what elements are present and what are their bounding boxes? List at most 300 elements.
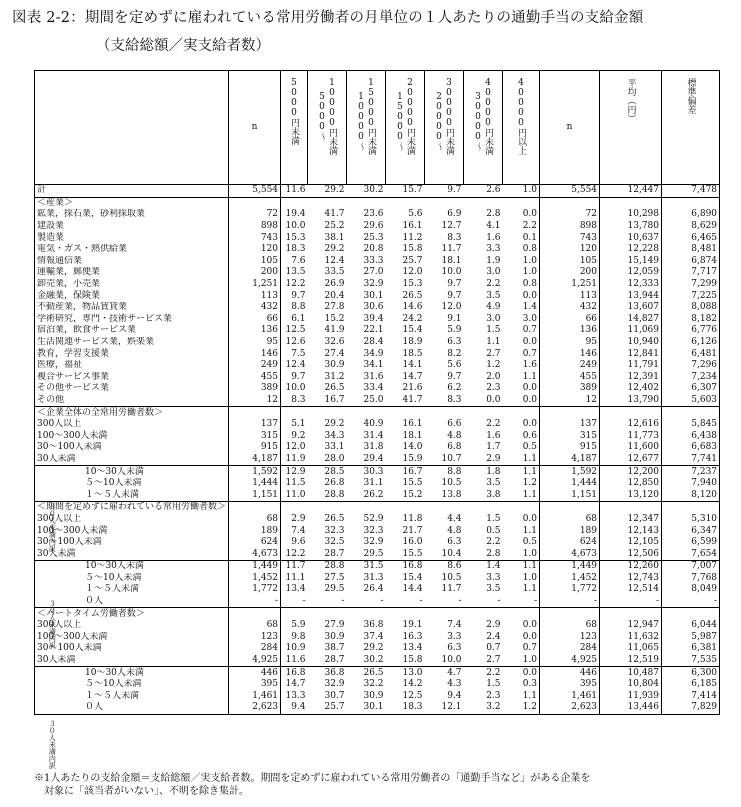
cell-pct: 26.9 bbox=[324, 279, 345, 290]
cell-pct: 3.0 bbox=[503, 314, 540, 326]
cell-avg: 10,637 bbox=[600, 232, 662, 244]
cell-pct bbox=[281, 502, 308, 514]
table-row bbox=[35, 360, 720, 372]
row-label: 10〜30人未満 bbox=[35, 667, 229, 679]
cell-n: 68 bbox=[229, 620, 281, 632]
row-label: 300人以上 bbox=[35, 620, 229, 632]
cell-pct: 0.0 bbox=[503, 632, 540, 644]
cell-avg: 12,947 bbox=[600, 620, 662, 632]
cell-pct: 2.3 bbox=[486, 383, 501, 394]
cell-avg: 13,944 bbox=[600, 290, 662, 302]
cell-pct: 2.4 bbox=[486, 631, 501, 642]
cell-pct: 33.4 bbox=[363, 383, 384, 394]
cell-pct: 1.1 bbox=[503, 454, 540, 466]
cell-pct: 15.7 bbox=[386, 185, 425, 198]
row-label: ５〜10人未満 bbox=[35, 679, 229, 691]
cell-pct: 1.1 bbox=[503, 466, 540, 478]
cell-pct: 7.4 bbox=[447, 620, 462, 631]
cell-pct: 29.4 bbox=[363, 453, 384, 464]
footnote bbox=[34, 772, 590, 798]
section-header-row bbox=[35, 407, 720, 419]
row-label: 100〜300人未満 bbox=[35, 430, 229, 442]
cell-pct: 4.4 bbox=[447, 513, 462, 524]
cell-pct: 1.0 bbox=[503, 548, 540, 560]
cell-pct: 0.0 bbox=[503, 209, 540, 221]
row-label: 金融業，保険業 bbox=[35, 290, 229, 302]
cell-pct: 1.5 bbox=[486, 679, 501, 690]
cell-n2: 898 bbox=[540, 221, 600, 233]
cell-pct: 32.9 bbox=[324, 679, 345, 690]
cell-n2: 1,449 bbox=[540, 561, 600, 573]
cell-pct: 0.7 bbox=[503, 325, 540, 337]
row-label: 300人以上 bbox=[35, 419, 229, 431]
cell-pct: 12.5 bbox=[402, 690, 423, 701]
cell-avg bbox=[600, 407, 662, 419]
cell-sd: 8,481 bbox=[662, 244, 720, 256]
cell-pct: 30.7 bbox=[324, 690, 345, 701]
cell-avg: 12,506 bbox=[600, 548, 662, 560]
cell-pct: 24.2 bbox=[402, 313, 423, 324]
cell-avg: 12,677 bbox=[600, 454, 662, 466]
row-label: ＜パートタイム労働者数＞ bbox=[35, 608, 229, 620]
cell-pct: 1.5 bbox=[486, 325, 501, 336]
cell-pct: 4.1 bbox=[486, 221, 501, 232]
cell-pct: 26.5 bbox=[347, 667, 386, 679]
cell-pct: 40.9 bbox=[363, 419, 384, 430]
cell-pct: 30.1 bbox=[363, 290, 384, 301]
cell-sd: 6,776 bbox=[662, 325, 720, 337]
cell-pct: 1.5 bbox=[486, 513, 501, 524]
cell-pct: 33.5 bbox=[324, 267, 345, 278]
table-row bbox=[35, 185, 720, 198]
cell-pct: 5.6 bbox=[447, 360, 462, 371]
cell-pct bbox=[425, 197, 464, 209]
cell-n: 120 bbox=[229, 244, 281, 256]
cell-pct: 30.2 bbox=[347, 185, 386, 198]
cell-pct: 27.8 bbox=[324, 302, 345, 313]
cell-n: 1,772 bbox=[229, 584, 281, 596]
cell-n2: 915 bbox=[540, 442, 600, 454]
table-row bbox=[35, 643, 720, 655]
table-row bbox=[35, 337, 720, 349]
cell-pct: 14.6 bbox=[402, 302, 423, 313]
table-row bbox=[35, 561, 720, 573]
cell-pct: 11.9 bbox=[285, 453, 306, 464]
cell-avg: 14,827 bbox=[600, 314, 662, 326]
cell-n2: 105 bbox=[540, 256, 600, 268]
cell-pct: 3.0 bbox=[486, 313, 501, 324]
cell-pct: 6.2 bbox=[447, 383, 462, 394]
cell-pct: 6.3 bbox=[447, 337, 462, 348]
cell-n: 105 bbox=[229, 256, 281, 268]
cell-pct: 12.9 bbox=[281, 466, 308, 478]
cell-pct: - bbox=[503, 596, 540, 608]
table-row bbox=[35, 454, 720, 466]
cell-sd: 6,438 bbox=[662, 430, 720, 442]
cell-pct: 32.5 bbox=[324, 537, 345, 548]
cell-pct bbox=[347, 502, 386, 514]
cell-pct: 7.4 bbox=[291, 525, 306, 536]
cell-pct: 26.2 bbox=[363, 489, 384, 500]
cell-n: 1,151 bbox=[229, 489, 281, 501]
cell-pct: 8.6 bbox=[425, 561, 464, 573]
cell-pct bbox=[308, 502, 347, 514]
table-row bbox=[35, 279, 720, 291]
cell-avg: 12,402 bbox=[600, 383, 662, 395]
cell-avg: 12,743 bbox=[600, 573, 662, 585]
cell-pct: 27.0 bbox=[363, 267, 384, 278]
cell-avg: 13,790 bbox=[600, 395, 662, 407]
cell-pct: 9.7 bbox=[291, 371, 306, 382]
cell-pct: 28.7 bbox=[324, 655, 345, 666]
cell-pct: 27.4 bbox=[324, 348, 345, 359]
cell-pct: 0.6 bbox=[503, 430, 540, 442]
cell-n2 bbox=[540, 197, 600, 209]
cell-pct: 9.7 bbox=[447, 279, 462, 290]
cell-n2: 1,444 bbox=[540, 478, 600, 490]
cell-pct: 30.9 bbox=[363, 690, 384, 701]
cell-pct: 0.0 bbox=[503, 337, 540, 349]
row-label: 30〜100人未満 bbox=[35, 643, 229, 655]
cell-pct: 8.3 bbox=[447, 394, 462, 405]
cell-sd: 6,300 bbox=[662, 667, 720, 679]
cell-pct: 25.7 bbox=[308, 702, 347, 714]
cell-pct: 7.5 bbox=[291, 348, 306, 359]
cell-pct: 9.1 bbox=[447, 313, 462, 324]
row-label: 10〜30人未満 bbox=[35, 561, 229, 573]
cell-sd bbox=[662, 197, 720, 209]
row-label: 100〜300人未満 bbox=[35, 632, 229, 644]
cell-pct: 28.8 bbox=[324, 489, 345, 500]
cell-pct: 28.7 bbox=[324, 548, 345, 559]
cell-n2: 123 bbox=[540, 632, 600, 644]
cell-pct bbox=[386, 407, 425, 419]
cell-pct: 0.0 bbox=[503, 290, 540, 302]
cell-n: 2,623 bbox=[229, 702, 281, 714]
cell-pct: 14.7 bbox=[402, 371, 423, 382]
table-row bbox=[35, 584, 720, 596]
cell-pct: 30.6 bbox=[363, 302, 384, 313]
cell-pct: 1.8 bbox=[464, 466, 503, 478]
cell-pct: 8.3 bbox=[291, 394, 306, 405]
cell-pct: 15.3 bbox=[402, 279, 423, 290]
cell-pct bbox=[425, 407, 464, 419]
cell-n: 898 bbox=[229, 221, 281, 233]
cell-pct: 0.5 bbox=[503, 442, 540, 454]
cell-pct: 16.7 bbox=[386, 466, 425, 478]
cell-n: 4,187 bbox=[229, 454, 281, 466]
row-label: 情報通信業 bbox=[35, 256, 229, 268]
cell-pct: 0.8 bbox=[503, 279, 540, 291]
cell-pct: 31.8 bbox=[363, 442, 384, 453]
cell-pct: 0.0 bbox=[503, 395, 540, 407]
cell-pct: 29.2 bbox=[363, 643, 384, 654]
cell-n: 432 bbox=[229, 302, 281, 314]
cell-n2 bbox=[540, 407, 600, 419]
row-label: 生活関連サービス業，娯楽業 bbox=[35, 337, 229, 349]
table-row bbox=[35, 372, 720, 384]
cell-n2: 12 bbox=[540, 395, 600, 407]
table-row bbox=[35, 244, 720, 256]
cell-sd: 8,182 bbox=[662, 314, 720, 326]
cell-pct: 41.7 bbox=[324, 209, 345, 220]
cell-pct bbox=[464, 502, 503, 514]
cell-pct: 3.3 bbox=[486, 572, 501, 583]
row-label: ０人 bbox=[35, 596, 229, 608]
cell-n2: 4,187 bbox=[540, 454, 600, 466]
cell-pct: 1.4 bbox=[503, 302, 540, 314]
table-row bbox=[35, 489, 720, 501]
cell-pct: 2.2 bbox=[486, 537, 501, 548]
cell-avg: 12,333 bbox=[600, 279, 662, 291]
table-row bbox=[35, 667, 720, 679]
cell-n2: 284 bbox=[540, 643, 600, 655]
cell-pct bbox=[281, 608, 308, 620]
cell-sd: 6,683 bbox=[662, 442, 720, 454]
cell-avg: 12,143 bbox=[600, 525, 662, 537]
cell-pct: 32.6 bbox=[324, 337, 345, 348]
cell-pct: 12.4 bbox=[324, 255, 345, 266]
cell-pct: 3.2 bbox=[464, 702, 503, 714]
cell-pct: 16.8 bbox=[281, 667, 308, 679]
side-label-inner30a: ３０人未満内訳 bbox=[48, 503, 57, 552]
cell-pct: 5.1 bbox=[291, 419, 306, 430]
table-row bbox=[35, 596, 720, 608]
cell-pct: 1.1 bbox=[486, 337, 501, 348]
cell-avg: 11,791 bbox=[600, 360, 662, 372]
cell-pct: 6.3 bbox=[447, 537, 462, 548]
cell-pct: 13.8 bbox=[441, 489, 462, 500]
cell-pct: 6.9 bbox=[447, 209, 462, 220]
table-row bbox=[35, 395, 720, 407]
cell-n2: 113 bbox=[540, 290, 600, 302]
header-c2: 10000円未満 5000〜 bbox=[308, 71, 347, 185]
cell-sd: 7,237 bbox=[662, 466, 720, 478]
row-label: 計 bbox=[35, 185, 229, 198]
cell-sd bbox=[662, 407, 720, 419]
cell-pct: 0.0 bbox=[503, 419, 540, 431]
cell-pct: 4.8 bbox=[447, 525, 462, 536]
cell-n: 1,449 bbox=[229, 561, 281, 573]
cell-pct: 31.1 bbox=[363, 478, 384, 489]
cell-pct: 3.5 bbox=[486, 290, 501, 301]
section-header-row bbox=[35, 608, 720, 620]
row-label: 30人未満 bbox=[35, 548, 229, 560]
cell-pct: 1.1 bbox=[503, 489, 540, 501]
cell-n: 113 bbox=[229, 290, 281, 302]
cell-pct: 11.6 bbox=[281, 185, 308, 198]
cell-pct: 2.8 bbox=[486, 209, 501, 220]
cell-pct: 10.0 bbox=[285, 221, 306, 232]
cell-pct: 9.7 bbox=[425, 185, 464, 198]
cell-sd: 6,465 bbox=[662, 232, 720, 244]
row-label: 教育，学習支援業 bbox=[35, 348, 229, 360]
cell-sd: 6,381 bbox=[662, 643, 720, 655]
row-label: 30〜100人未満 bbox=[35, 442, 229, 454]
cell-n: 1,461 bbox=[229, 691, 281, 703]
cell-pct: 1.0 bbox=[503, 185, 540, 198]
cell-pct: 33.3 bbox=[363, 255, 384, 266]
cell-n2: 395 bbox=[540, 679, 600, 691]
section-header-row bbox=[35, 197, 720, 209]
cell-sd: 6,044 bbox=[662, 620, 720, 632]
cell-pct bbox=[281, 197, 308, 209]
cell-n bbox=[229, 608, 281, 620]
cell-pct: 12.0 bbox=[441, 302, 462, 313]
cell-pct: 1.2 bbox=[503, 478, 540, 490]
row-label: １〜５人未満 bbox=[35, 691, 229, 703]
cell-pct: 5.6 bbox=[408, 209, 423, 220]
cell-avg: 12,519 bbox=[600, 655, 662, 667]
cell-n2: 4,925 bbox=[540, 655, 600, 667]
cell-sd: 6,599 bbox=[662, 537, 720, 549]
cell-pct: 15.5 bbox=[402, 548, 423, 559]
cell-pct bbox=[386, 197, 425, 209]
row-label: １〜５人未満 bbox=[35, 489, 229, 501]
cell-sd: 5,845 bbox=[662, 419, 720, 431]
table-row bbox=[35, 442, 720, 454]
cell-pct: 12.2 bbox=[285, 548, 306, 559]
cell-avg: 10,487 bbox=[600, 667, 662, 679]
table-body bbox=[35, 185, 720, 715]
row-label: １〜５人未満 bbox=[35, 584, 229, 596]
cell-avg: 13,780 bbox=[600, 221, 662, 233]
cell-n2: 455 bbox=[540, 372, 600, 384]
cell-sd: 7,535 bbox=[662, 655, 720, 667]
footnote-line-2: 対象に「該当者がいない」、不明を除き集計。 bbox=[34, 786, 249, 797]
cell-pct: 25.2 bbox=[324, 221, 345, 232]
cell-n: 284 bbox=[229, 643, 281, 655]
cell-sd: 6,481 bbox=[662, 348, 720, 360]
cell-pct: 5.9 bbox=[447, 325, 462, 336]
cell-pct: - bbox=[380, 596, 384, 607]
cell-pct: 14.1 bbox=[402, 360, 423, 371]
cell-pct bbox=[464, 608, 503, 620]
cell-pct: 15.4 bbox=[402, 325, 423, 336]
cell-n: 1,452 bbox=[229, 573, 281, 585]
cell-pct: 8.2 bbox=[447, 348, 462, 359]
row-label: 運輸業，郵便業 bbox=[35, 267, 229, 279]
cell-pct: 6.1 bbox=[291, 313, 306, 324]
row-label: 医療，福祉 bbox=[35, 360, 229, 372]
cell-sd: 7,007 bbox=[662, 561, 720, 573]
cell-avg: 12,616 bbox=[600, 419, 662, 431]
cell-pct: 6.8 bbox=[447, 442, 462, 453]
cell-pct: 3.8 bbox=[486, 489, 501, 500]
cell-avg: 12,228 bbox=[600, 244, 662, 256]
table-row bbox=[35, 302, 720, 314]
cell-pct: 13.5 bbox=[285, 267, 306, 278]
cell-pct: 1.4 bbox=[464, 561, 503, 573]
cell-pct: 2.2 bbox=[486, 419, 501, 430]
side-label-inner30c: ３０人未満内訳 bbox=[48, 720, 57, 769]
cell-pct: 11.7 bbox=[281, 561, 308, 573]
cell-pct: 31.6 bbox=[363, 371, 384, 382]
cell-n2: 389 bbox=[540, 383, 600, 395]
row-label: その他サービス業 bbox=[35, 383, 229, 395]
cell-sd: 7,829 bbox=[662, 702, 720, 714]
cell-pct: 1.0 bbox=[503, 256, 540, 268]
cell-pct: 10.0 bbox=[441, 267, 462, 278]
cell-sd: 7,940 bbox=[662, 478, 720, 490]
cell-n: 137 bbox=[229, 419, 281, 431]
cell-pct: 1.2 bbox=[486, 360, 501, 371]
cell-pct: 1.6 bbox=[503, 360, 540, 372]
cell-sd: 7,478 bbox=[662, 185, 720, 198]
cell-pct: 16.8 bbox=[386, 561, 425, 573]
cell-pct: 15.2 bbox=[402, 489, 423, 500]
cell-pct: 16.0 bbox=[402, 537, 423, 548]
cell-pct: 26.5 bbox=[324, 513, 345, 524]
table-row bbox=[35, 290, 720, 302]
cell-sd: 7,654 bbox=[662, 548, 720, 560]
section-header-row bbox=[35, 502, 720, 514]
cell-n bbox=[229, 407, 281, 419]
table-row bbox=[35, 267, 720, 279]
table-row bbox=[35, 525, 720, 537]
cell-pct: 25.0 bbox=[363, 394, 384, 405]
cell-pct: 27.5 bbox=[324, 572, 345, 583]
cell-pct bbox=[425, 608, 464, 620]
cell-pct: 30.1 bbox=[347, 702, 386, 714]
table-row bbox=[35, 314, 720, 326]
cell-n: 743 bbox=[229, 232, 281, 244]
table-row bbox=[35, 232, 720, 244]
cell-pct: 11.6 bbox=[285, 655, 306, 666]
cell-pct: 18.5 bbox=[402, 348, 423, 359]
cell-pct bbox=[281, 407, 308, 419]
cell-n: 315 bbox=[229, 430, 281, 442]
row-label: 30〜100人未満 bbox=[35, 537, 229, 549]
cell-pct: 6.3 bbox=[447, 643, 462, 654]
cell-pct: 4.9 bbox=[486, 302, 501, 313]
cell-n2: 1,772 bbox=[540, 584, 600, 596]
cell-pct: 1.1 bbox=[503, 525, 540, 537]
table-row bbox=[35, 679, 720, 691]
cell-pct: 0.7 bbox=[486, 643, 501, 654]
cell-sd: 7,717 bbox=[662, 267, 720, 279]
cell-pct: 29.5 bbox=[324, 584, 345, 595]
cell-pct: 2.0 bbox=[486, 371, 501, 382]
cell-pct: 2.8 bbox=[486, 548, 501, 559]
cell-avg: 13,120 bbox=[600, 489, 662, 501]
cell-pct: 11.8 bbox=[402, 513, 423, 524]
cell-avg: 12,200 bbox=[600, 466, 662, 478]
row-label: 製造業 bbox=[35, 232, 229, 244]
table-row bbox=[35, 620, 720, 632]
cell-pct: 1.0 bbox=[503, 655, 540, 667]
cell-pct bbox=[503, 502, 540, 514]
cell-pct: - bbox=[419, 596, 423, 607]
cell-pct: 3.3 bbox=[486, 244, 501, 255]
cell-pct: 10.0 bbox=[285, 383, 306, 394]
header-c7: 40000円以上 bbox=[503, 71, 540, 185]
cell-pct: 15.8 bbox=[402, 244, 423, 255]
cell-n: 68 bbox=[229, 514, 281, 526]
cell-pct: - bbox=[497, 596, 501, 607]
cell-avg: 12,059 bbox=[600, 267, 662, 279]
cell-pct: 26.8 bbox=[324, 478, 345, 489]
cell-pct: 3.0 bbox=[486, 267, 501, 278]
table-row bbox=[35, 256, 720, 268]
cell-pct: 16.3 bbox=[402, 631, 423, 642]
cell-pct: 28.4 bbox=[363, 337, 384, 348]
cell-avg: 10,804 bbox=[600, 679, 662, 691]
cell-pct: 30.3 bbox=[347, 466, 386, 478]
cell-pct: 11.7 bbox=[441, 584, 462, 595]
cell-sd: 8,629 bbox=[662, 221, 720, 233]
cell-pct: 22.1 bbox=[363, 325, 384, 336]
